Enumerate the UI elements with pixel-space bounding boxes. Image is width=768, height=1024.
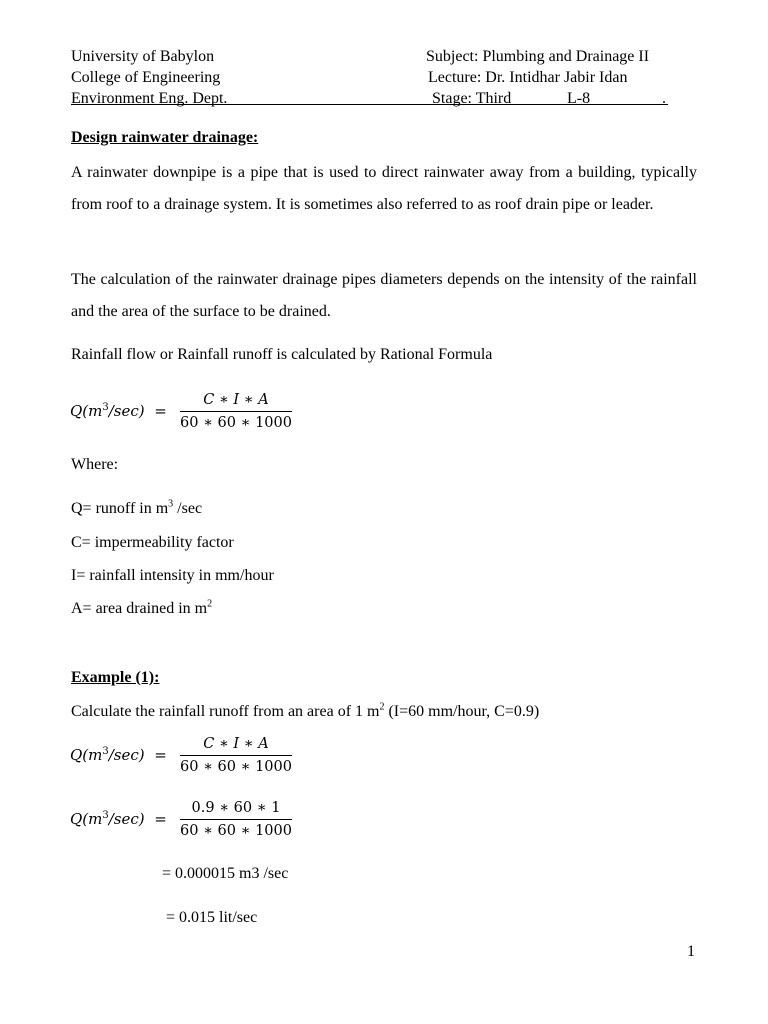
- formula-lhs: $Q(m^3/\sec)$ =: [70, 746, 167, 764]
- header-underline: [71, 104, 668, 105]
- fraction-bar: [180, 755, 292, 756]
- where-label: Where:: [71, 456, 119, 473]
- header-lecture: Lecture: Dr. Intidhar Jabir Idan: [428, 69, 628, 86]
- paragraph-rational-formula: Rainfall flow or Rainfall runoff is calculated by Rational Formula: [71, 346, 493, 363]
- formula-fraction: [180, 390, 292, 433]
- definition-i: I= rainfall intensity in mm/hour: [71, 567, 274, 584]
- formula-denominator: 60 ∗ 60 ∗ 1000: [180, 823, 292, 839]
- definition-a: A= area drained in $m^2$: [71, 598, 213, 617]
- fraction-bar: [180, 411, 292, 412]
- section-title: Design rainwater drainage:: [71, 129, 259, 146]
- paragraph-calculation: The calculation of the rainwater drainage pipes diameters depends on the intensity of the rainfall and the area of the surface to be drained.: [71, 271, 697, 320]
- page-number: 1: [687, 943, 695, 960]
- formula-denominator: 60 ∗ 60 ∗ 1000: [180, 759, 292, 775]
- example-problem: Calculate the rainfall runoff from an area of 1 $m^2$ (I=60 mm/hour, C=0.9): [71, 701, 540, 720]
- definition-q: Q= runoff in $m^3$ /sec: [71, 498, 203, 517]
- header-dot: .: [662, 90, 666, 107]
- paragraph-downpipe: A rainwater downpipe is a pipe that is used to direct rainwater away from a building, typically from roof to a drainage system. It is sometimes also referred to as roof drain pipe or leader.: [71, 164, 697, 213]
- formula-denominator: 60 ∗ 60 ∗ 1000: [180, 415, 292, 431]
- header-lecture-number: L-8: [567, 90, 591, 107]
- fraction-bar: [180, 819, 292, 820]
- header-department: Environment Eng. Dept.: [71, 90, 228, 107]
- header-subject: Subject: Plumbing and Drainage II: [426, 48, 650, 65]
- result-liters: = 0.015 lit/sec: [166, 909, 258, 926]
- definition-c: C= impermeability factor: [71, 534, 234, 551]
- formula-fraction: [180, 798, 292, 841]
- formula-lhs: $Q(m^3/\sec)$ =: [70, 402, 167, 420]
- header-college: College of Engineering: [71, 69, 221, 86]
- result-cubic-meters: = 0.000015 m3 /sec: [162, 865, 289, 882]
- example-title: Example (1):: [71, 669, 160, 686]
- formula-fraction: [180, 734, 292, 777]
- formula-lhs: $Q(m^3/\sec)$ =: [70, 810, 167, 828]
- formula-numerator-values: 0.9 ∗ 60 ∗ 1: [191, 800, 281, 816]
- header-university: University of Babylon: [71, 48, 215, 65]
- header-stage: Stage: Third: [432, 90, 512, 107]
- formula-numerator: C ∗ I ∗ A: [203, 392, 269, 408]
- formula-numerator: C ∗ I ∗ A: [203, 736, 269, 752]
